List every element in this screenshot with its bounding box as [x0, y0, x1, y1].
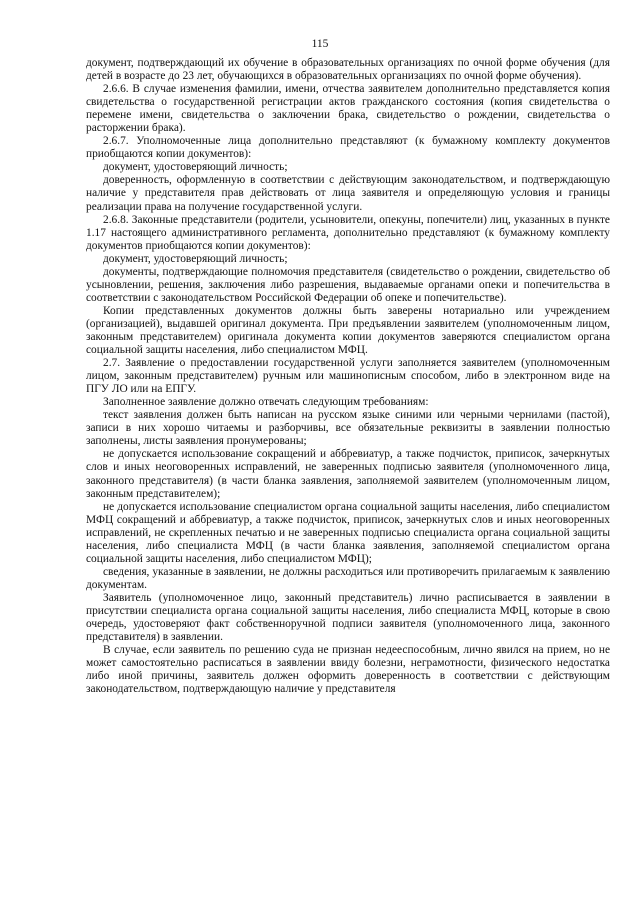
paragraph: 2.7. Заявление о предоставлении государственной услуги заполняется заявителем (уполномоченным лицом, законным представителем) ручным или машинописным способом, либо в электронном виде на ПГУ ЛО или на ЕПГУ. [86, 357, 610, 396]
paragraph: Копии представленных документов должны быть заверены нотариально или учреждением (организацией), выдавшей оригинал документа. При предъявлении заявителем (уполномоченным лицом, законным представителем) оригинала документа копии документов заверяются специалистом органа социальной защиты населения, либо специалистом МФЦ. [86, 304, 610, 357]
paragraph: 2.6.8. Законные представители (родители, усыновители, опекуны, попечители) лиц, указанных в пункте 1.17 настоящего административного регламента, дополнительно представляют (к бумажному комплекту документов приобщаются копии документов): [86, 213, 610, 252]
page-number: 115 [311, 38, 329, 50]
paragraph: документ, подтверждающий их обучение в образовательных организациях по очной форме обучения (для детей в возрасте до 23 лет, обучающихся в образовательных организациях по очной форме обучения). [86, 57, 610, 83]
document-body [86, 57, 610, 696]
paragraph: 2.6.7. Уполномоченные лица дополнительно представляют (к бумажному комплекту документов приобщаются копии документов): [86, 135, 610, 161]
paragraph: документ, удостоверяющий личность; [103, 252, 288, 265]
paragraph: документ, удостоверяющий личность; [103, 161, 288, 174]
paragraph: доверенность, оформленную в соответствии с действующим законодательством, и подтверждающую наличие у представителя прав действовать от лица заявителя и определяющую условия и границы реализации права на получение государственной услуги. [86, 174, 610, 213]
paragraph: не допускается использование специалистом органа социальной защиты населения, либо специалистом МФЦ сокращений и аббревиатур, а также подчисток, приписок, зачеркнутых слов и иных неоговоренных исправлений, не скрепленных печатью и не заверенных подписью специалиста органа социальной защиты населения, либо специалиста МФЦ (в части бланка заявления, заполняемой специалистом органа социальной защиты населения, либо специалистом МФЦ); [86, 500, 610, 565]
paragraph: 2.6.6. В случае изменения фамилии, имени, отчества заявителем дополнительно представляется копия свидетельства о государственной регистрации актов гражданского состояния (копия свидетельства о перемене имени, свидетельства о заключении брака, свидетельство о рождении, свидетельства о расторжении брака). [86, 83, 610, 135]
paragraph: текст заявления должен быть написан на русском языке синими или черными чернилами (пастой), записи в них хорошо читаемы и разборчивы, все обязательные реквизиты в заявлении полностью заполнены, листы заявления пронумерованы; [86, 409, 610, 448]
paragraph: не допускается использование сокращений и аббревиатур, а также подчисток, приписок, зачеркнутых слов и иных неоговоренных исправлений, не заверенных подписью заявителя (уполномоченного лица, законного представителя) (в части бланка заявления, заполняемой заявителем (уполномоченным лицом, законным представителем); [86, 448, 610, 500]
paragraph: В случае, если заявитель по решению суда не признан недееспособным, лично явился на прием, но не может самостоятельно расписаться в заявлении ввиду болезни, неграмотности, физического недостатка либо иной причины, заявитель должен оформить доверенность в соответствии с действующим законодательством, подтверждающую наличие у представителя [86, 644, 610, 696]
paragraph: сведения, указанные в заявлении, не должны расходиться или противоречить прилагаемым к заявлению документам. [86, 565, 610, 591]
paragraph: Заполненное заявление должно отвечать следующим требованиям: [103, 396, 429, 409]
paragraph: Заявитель (уполномоченное лицо, законный представитель) лично расписывается в заявлении в присутствии специалиста органа социальной защиты населения, либо специалиста МФЦ, которые в свою очередь, удостоверяют факт собственноручной подписи заявителя (уполномоченного лица, законного представителя) в заявлении. [86, 591, 610, 644]
paragraph: документы, подтверждающие полномочия представителя (свидетельство о рождении, свидетельство об усыновлении, решения, заключения либо разрешения, выдаваемые органами опеки и попечительства в соответствии с законодательством Российской Федерации об опеке и попечительстве). [86, 265, 610, 304]
